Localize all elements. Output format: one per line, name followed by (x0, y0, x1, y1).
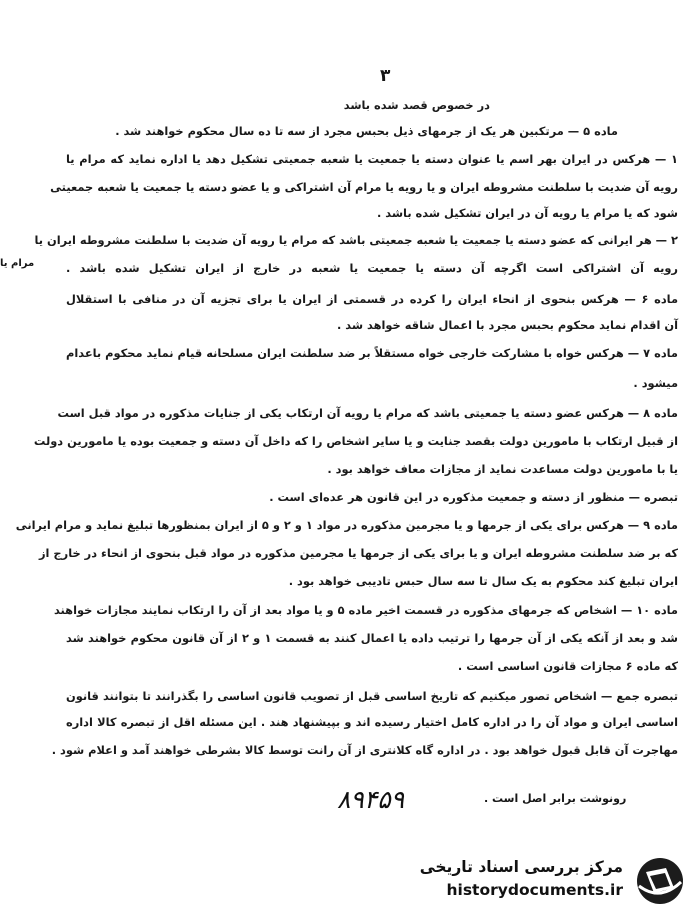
doc-line: رویه آن اشتراکی است اگرچه آن دسته یا جمعیت یا شعبه در خارج از ایران تشکیل شده باشد . (66, 261, 678, 275)
doc-line: ماده ۸ — هرکس عضو دسته یا جمعیتی باشد که مرام یا رویه آن ارتکاب یکی از جنایات مذکوره در مواد قبل است (57, 406, 678, 420)
doc-line: ماده ۹ — هرکس برای یکی از جرمها و یا مجرمین مذکوره در مواد ۱ و ۲ و ۵ از ایران بمنظورها تبلیغ نماید و مرام ایرانی (15, 518, 678, 532)
doc-line: تبصره — منظور از دسته و جمعیت مذکوره در این قانون هر عده‌ای است . (269, 490, 678, 504)
watermark (409, 856, 689, 906)
doc-line: اساسی ایران و مواد آن را در اداره کامل اختیار رسیده اند و بپیشنهاد هند . این مسئله اقل از تبصره کالا اداره (66, 715, 678, 729)
doc-line: که بر ضد سلطنت مشروطه ایران و یا برای یکی از جرمها یا مجرمین مذکوره در مواد قبل بنحوی از انحاء در خارج از (39, 546, 678, 560)
page-number: ۳ (380, 66, 391, 86)
doc-line: رویه آن ضدیت با سلطنت مشروطه ایران و یا رویه یا مرام آن اشتراکی و یا عضو دسته یا جمعیت یا شعبه جمعیتی (50, 180, 678, 194)
doc-line: مهاجرت آن قابل قبول خواهد بود . در اداره گاه کلانتری از آن رانت توسط کالا بشرطی خواهند آمد و اعلام شود . (51, 743, 678, 757)
doc-line: ایران تبلیغ کند محکوم به یک سال تا سه سال حبس تادیبی خواهد بود . (288, 574, 678, 588)
doc-line: در خصوص قصد شده باشد (343, 98, 490, 112)
doc-line: ماده ۵ — مرتکبین هر یک از جرمهای ذیل بحبس مجرد از سه تا ده سال محکوم خواهند شد . (115, 124, 618, 138)
doc-line: آن اقدام نماید محکوم بحبس مجرد با اعمال شاقه خواهد شد . (336, 318, 678, 332)
doc-line: یا با مامورین دولت مساعدت نماید از مجازات معاف خواهد بود . (327, 462, 678, 476)
doc-line: ماده ۶ — هرکس بنحوی از انحاء ایران را کرده در قسمتی از ایران یا برای تجزیه آن در منافی با استقلال (66, 292, 678, 306)
doc-line: ۱ — هرکس در ایران بهر اسم یا عنوان دسته یا جمعیت یا شعبه جمعیتی تشکیل دهد یا اداره نماید که مرام یا (66, 152, 678, 166)
doc-line: ماده ۷ — هرکس خواه با مشارکت خارجی خواه مستقلاً بر ضد سلطنت ایران مسلحانه قیام نماید محکوم باعدام (66, 346, 678, 360)
doc-line: شد و بعد از آنکه یکی از آن جرمها را ترتیب داده یا اعمال کنند به قسمت ۱ و ۲ از آن قانون محکوم خواهند شد (66, 631, 679, 645)
doc-line: ماده ۱۰ — اشخاص که جرمهای مذکوره در قسمت اخیر ماده ۵ و یا مواد بعد از آن را ارتکاب نمایند مجازات خواهند (53, 603, 678, 617)
watermark-url: historydocuments.ir (446, 881, 623, 899)
footer-note: رونوشت برابر اصل است . (484, 792, 627, 805)
margin-note: مرام یا (0, 258, 35, 269)
doc-line: ۲ — هر ایرانی که عضو دسته یا جمعیت یا شعبه جمعیتی باشد که مرام یا رویه آن ضدیت با سلطنت مشروطه ایران یا (34, 233, 678, 247)
doc-line: میشود . (633, 376, 678, 390)
handwritten-number: ۸۹۴۵۹ (337, 785, 405, 814)
document-center-logo-icon (631, 856, 689, 906)
doc-line: از قبیل ارتکاب با مامورین دولت بقصد جنایت و یا سایر اشخاص را که داخل آن دسته و جمعیت بوده یا مامورین دولت (33, 434, 678, 448)
doc-line: تبصره جمع — اشخاص تصور میکنیم که تاریخ اساسی قبل از تصویب قانون اساسی را بگذرانند تا بتوانند قانون (66, 689, 678, 703)
doc-line: شود که یا مرام یا رویه آن در ایران تشکیل شده باشد . (376, 206, 678, 220)
watermark-title: مرکز بررسی اسناد تاریخی (419, 858, 623, 876)
doc-line: که ماده ۶ مجازات قانون اساسی است . (457, 659, 678, 673)
